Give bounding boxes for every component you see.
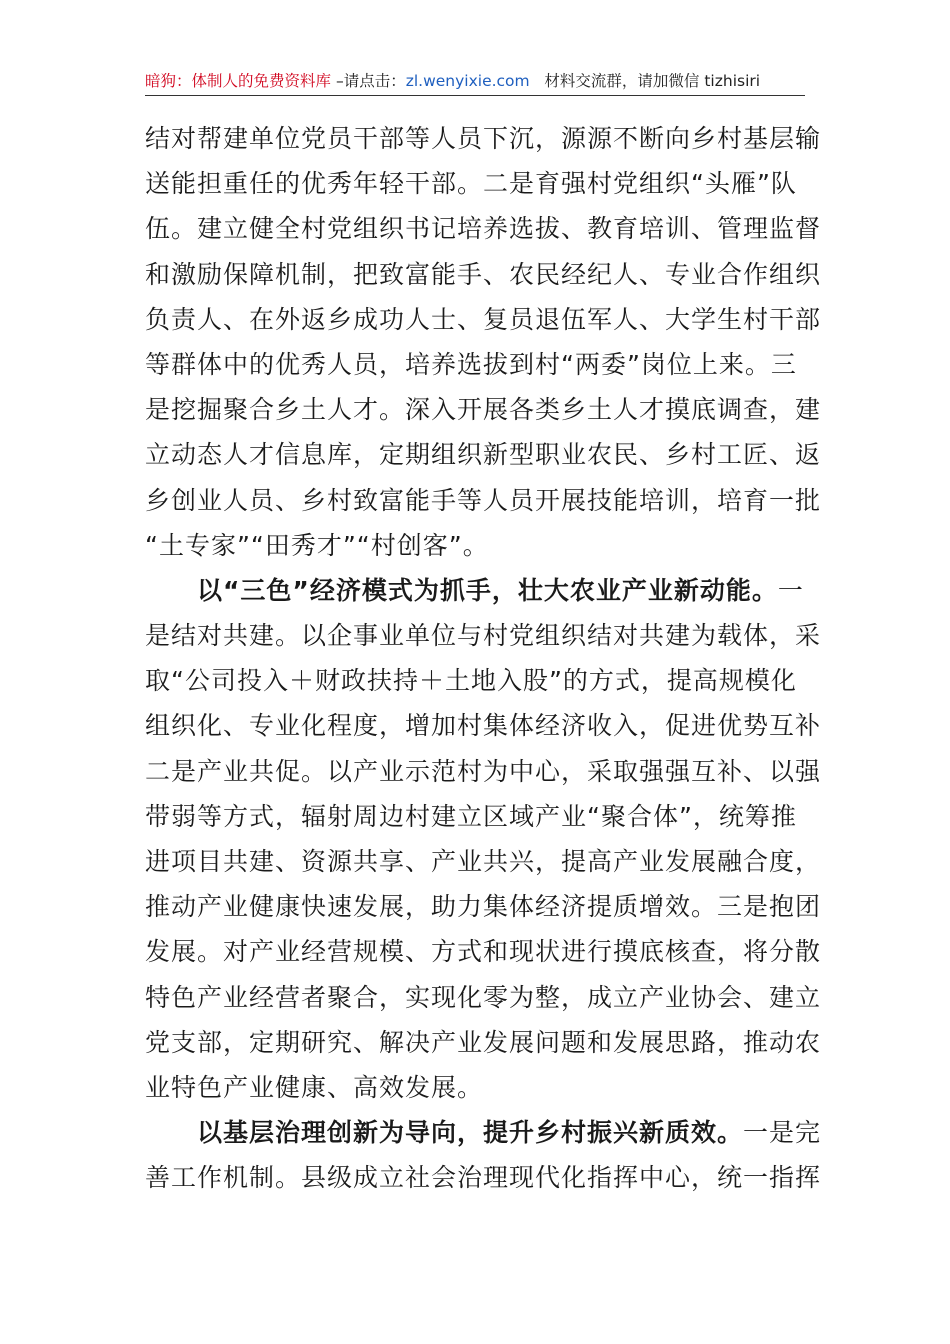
- line-text: 组织化、专业化程度，增加村集体经济收入，促进优势互补: [145, 711, 822, 741]
- text-line: [145, 703, 822, 748]
- line-text: 带弱等方式，辐射周边村建立区域产业“聚合体”，统筹推: [145, 801, 797, 831]
- line-text: 业特色产业健康、高效发展。: [145, 1072, 484, 1102]
- text-line: [145, 387, 822, 432]
- section-heading: 以“三色”经济模式为抓手，壮大农业产业新动能。: [197, 575, 778, 605]
- line-text: 送能担重任的优秀年轻干部。二是育强村党组织“头雁”队: [145, 169, 797, 199]
- text-line: [145, 658, 805, 703]
- header-brand: 暗狗：体制人的免费资料库: [145, 72, 332, 90]
- page-header: [145, 66, 805, 96]
- section-heading-line: [145, 1110, 822, 1155]
- text-line: [145, 523, 805, 568]
- text-line: [145, 116, 822, 161]
- header-url-link[interactable]: zl.wenyixie.com: [405, 72, 530, 90]
- line-text: 进项目共建、资源共享、产业共兴，提高产业发展融合度，: [145, 847, 822, 876]
- line-text: 特色产业经营者聚合，实现化零为整，成立产业协会、建立: [145, 982, 822, 1012]
- text-line: [145, 342, 805, 387]
- line-text: 立动态人才信息库，定期组织新型职业农民、乡村工匠、返: [145, 440, 822, 470]
- text-line: [145, 432, 822, 477]
- text-line: [145, 975, 822, 1020]
- line-text: 一: [777, 575, 804, 605]
- text-line: [145, 749, 822, 794]
- line-text: 是结对共建。以企事业单位与村党组织结对共建为载体，采: [145, 621, 822, 651]
- line-text: 负责人、在外返乡成功人士、复员退伍军人、大学生村干部: [145, 304, 822, 334]
- text-line: [145, 1065, 805, 1110]
- text-line: [145, 839, 822, 884]
- text-line: [145, 252, 822, 297]
- text-line: [145, 161, 805, 206]
- text-line: [145, 206, 822, 251]
- line-text: 结对帮建单位党员干部等人员下沉，源源不断向乡村基层输: [145, 124, 822, 153]
- text-line: [145, 1020, 822, 1065]
- document-body: [145, 116, 822, 1201]
- line-text: “土专家”“田秀才”“村创客”。: [145, 530, 489, 560]
- line-text: 发展。对产业经营规模、方式和现状进行摸底核查，将分散: [145, 937, 822, 967]
- text-line: [145, 478, 822, 523]
- text-line: [145, 613, 822, 658]
- line-text: 伍。建立健全村党组织书记培养选拔、教育培训、管理监督: [145, 214, 822, 244]
- text-line: [145, 297, 822, 342]
- line-text: 善工作机制。县级成立社会治理现代化指挥中心，统一指挥: [145, 1163, 822, 1193]
- header-prompt: –请点击：: [331, 72, 406, 90]
- line-text: 乡创业人员、乡村致富能手等人员开展技能培训，培育一批: [145, 485, 822, 515]
- header-divider: [145, 95, 805, 96]
- header-spacer: [530, 72, 545, 90]
- line-text: 等群体中的优秀人员，培养选拔到村“两委”岗位上来。三: [145, 349, 797, 379]
- line-text: 取“公司投入＋财政扶持＋土地入股”的方式，提高规模化: [145, 666, 797, 696]
- line-text: 推动产业健康快速发展，助力集体经济提质增效。三是抱团: [145, 892, 822, 922]
- line-text: 一是完: [743, 1118, 822, 1148]
- header-contact: 材料交流群，请加微信 tizhisiri: [544, 72, 761, 90]
- line-text: 和激励保障机制，把致富能手、农民经纪人、专业合作组织: [145, 259, 822, 289]
- section-heading: 以基层治理创新为导向，提升乡村振兴新质效。: [197, 1118, 744, 1148]
- section-heading-line: [145, 568, 805, 613]
- text-line: [145, 929, 822, 974]
- text-line: [145, 884, 822, 929]
- text-line: [145, 1155, 822, 1200]
- line-text: 二是产业共促。以产业示范村为中心，采取强强互补、以强: [145, 756, 822, 786]
- line-text: 是挖掘聚合乡土人才。深入开展各类乡土人才摸底调查，建: [145, 395, 822, 425]
- text-line: [145, 794, 805, 839]
- line-text: 党支部，定期研究、解决产业发展问题和发展思路，推动农: [145, 1027, 822, 1057]
